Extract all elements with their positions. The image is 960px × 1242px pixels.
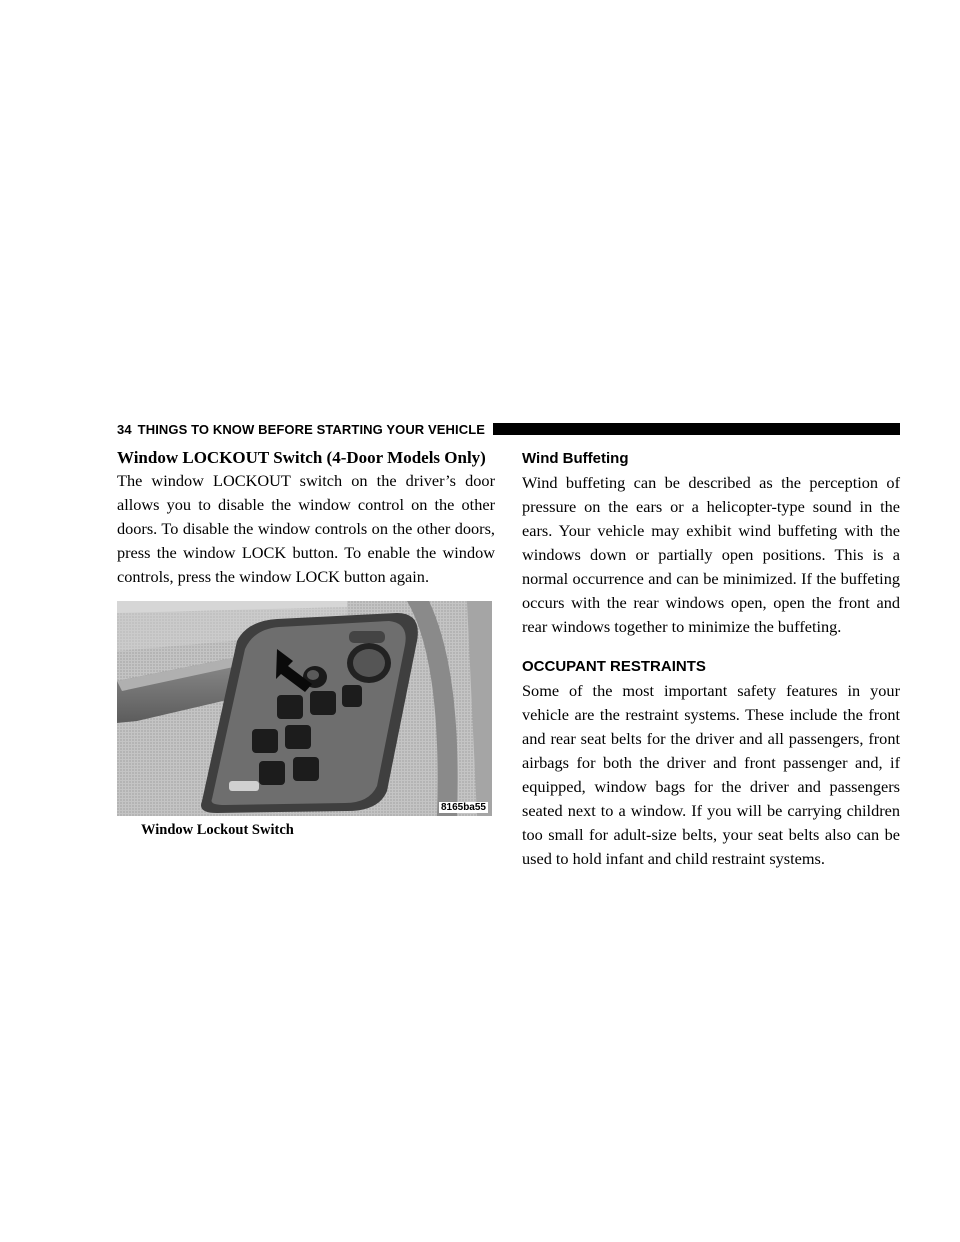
- page-number: 34: [117, 421, 132, 437]
- page-header: [117, 421, 900, 437]
- figure-caption: Window Lockout Switch: [141, 822, 294, 838]
- wind-buffeting-heading: Wind Buffeting: [522, 450, 629, 467]
- lockout-paragraph: The window LOCKOUT switch on the driver’s door allows you to disable the window control on the other doors. To disable the window controls on the other doors, press the window LOCK button. To enable the window controls, press the window LOCK button again.: [117, 471, 495, 586]
- window-lockout-figure: [117, 601, 492, 816]
- occupant-restraints-heading: OCCUPANT RESTRAINTS: [522, 658, 706, 675]
- lockout-heading: Window LOCKOUT Switch (4-Door Models Only): [117, 448, 486, 467]
- figure-code: 8165ba55: [440, 802, 486, 813]
- section-title: THINGS TO KNOW BEFORE STARTING YOUR VEHICLE: [137, 421, 486, 437]
- header-rule: [493, 423, 900, 435]
- occupant-restraints-paragraph: Some of the most important safety features in your vehicle are the restraint systems. These include the front and rear seat belts for the driver and all passengers, front airbags for both the driver and front passenger and, if equipped, window bags for the driver and passengers seated next to a window. If you will be carrying children too small for adult-size belts, your seat belts also can be used to hold infant and child restraint systems.: [522, 681, 900, 868]
- left-column: [117, 447, 495, 840]
- door-panel-illustration: [117, 601, 492, 816]
- wind-buffeting-paragraph: Wind buffeting can be described as the perception of pressure on the ears or a helicopter-type sound in the ears. Your vehicle may exhibit wind buffeting with the windows down or partially open positions. This is a normal occurrence and can be minimized. If the buffeting occurs with the rear windows open, open the front and rear windows together to minimize the buffeting.: [522, 473, 900, 636]
- right-column: [522, 447, 900, 871]
